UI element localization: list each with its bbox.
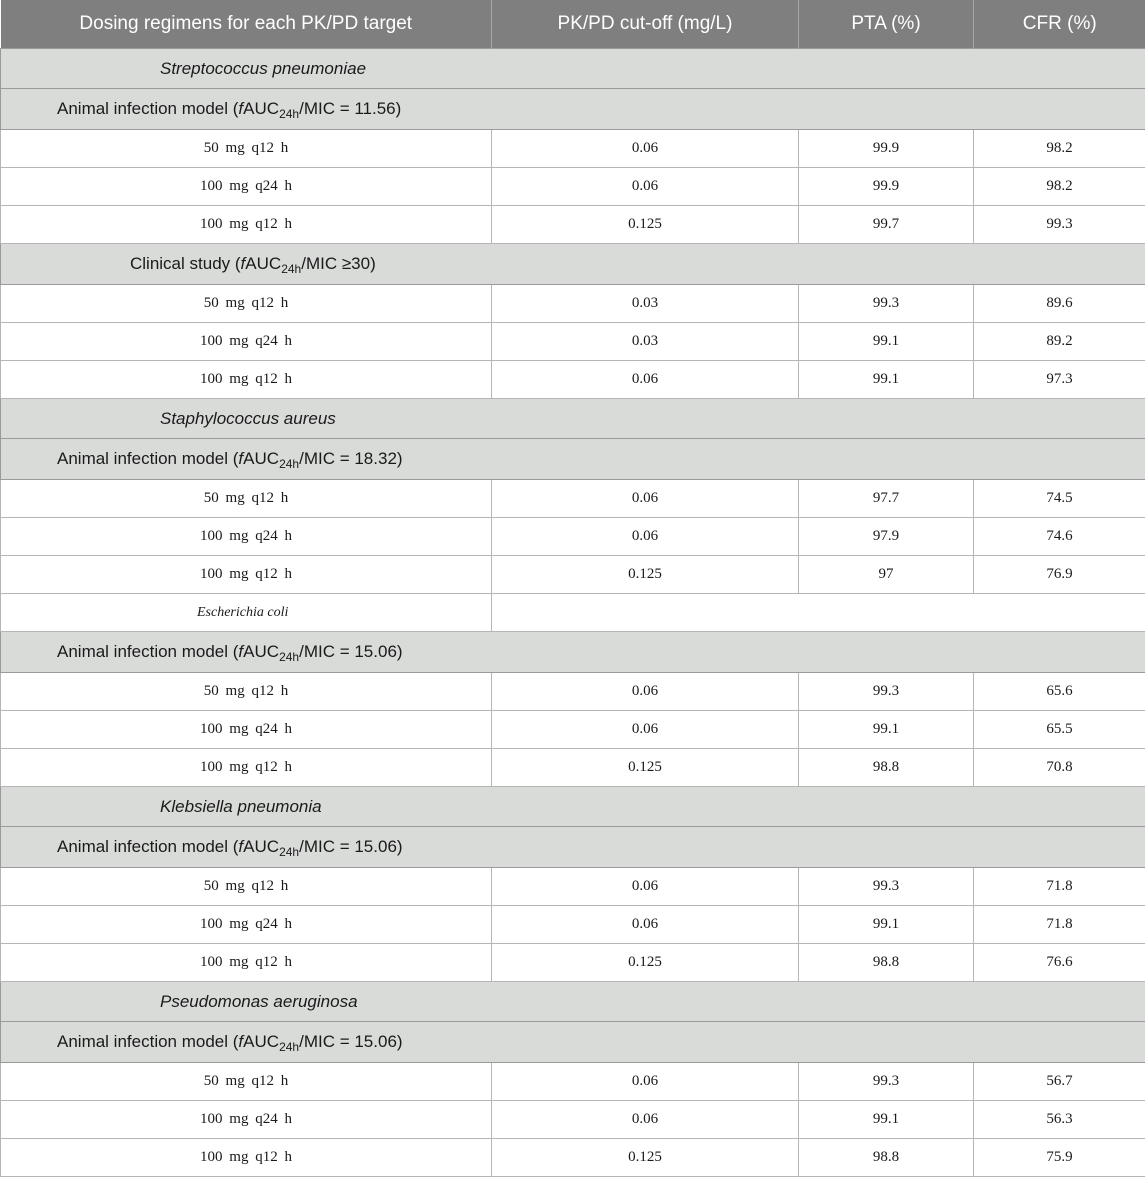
- table-row: [1, 944, 1145, 982]
- cfr-cell: 89.6: [974, 285, 1145, 323]
- table-row: [1, 673, 1145, 711]
- model-label: Animal infection model (fAUC$_{24h}$/MIC = 11.56): [1, 89, 1145, 130]
- cutoff-cell: 0.03: [492, 285, 799, 323]
- model-row: [1, 632, 1145, 673]
- pta-cell: 98.8: [799, 749, 974, 787]
- dosing-cell: 100 mg q12 h: [1, 749, 492, 787]
- dosing-cell: 50 mg q12 h: [1, 1063, 492, 1101]
- model-label: Animal infection model (fAUC$_{24h}$/MIC = 15.06): [1, 1022, 1145, 1063]
- table-row: [1, 168, 1145, 206]
- pta-cell: 98.8: [799, 944, 974, 982]
- cutoff-cell: 0.125: [492, 944, 799, 982]
- pta-cell: 99.3: [799, 868, 974, 906]
- table-row: [1, 906, 1145, 944]
- cutoff-cell: 0.125: [492, 556, 799, 594]
- pta-cell: 99.1: [799, 906, 974, 944]
- table-row: [1, 868, 1145, 906]
- cfr-cell: 75.9: [974, 1139, 1145, 1177]
- cutoff-cell: 0.06: [492, 906, 799, 944]
- dosing-cell: 100 mg q24 h: [1, 906, 492, 944]
- cfr-cell: 74.5: [974, 480, 1145, 518]
- cfr-cell: 65.5: [974, 711, 1145, 749]
- cutoff-cell: 0.06: [492, 361, 799, 399]
- table-row: [1, 361, 1145, 399]
- cutoff-cell: 0.06: [492, 868, 799, 906]
- table-row: [1, 480, 1145, 518]
- cfr-cell: 76.6: [974, 944, 1145, 982]
- empty-cell: [492, 594, 1145, 632]
- table-row: [1, 130, 1145, 168]
- dosing-cell: 100 mg q24 h: [1, 518, 492, 556]
- organism-label: Streptococcus pneumoniae: [1, 49, 1145, 89]
- dosing-cell: 100 mg q24 h: [1, 711, 492, 749]
- table-row: [1, 1063, 1145, 1101]
- model-label: Clinical study (fAUC$_{24h}$/MIC ≥30): [1, 244, 1145, 285]
- cfr-cell: 70.8: [974, 749, 1145, 787]
- table-row: [1, 1101, 1145, 1139]
- dosing-cell: 100 mg q24 h: [1, 1101, 492, 1139]
- table-row: [1, 1139, 1145, 1177]
- pta-cell: 99.3: [799, 1063, 974, 1101]
- pta-cell: 97: [799, 556, 974, 594]
- table-header: [1, 0, 1145, 49]
- table-body: [1, 49, 1145, 1177]
- model-label: Animal infection model (fAUC$_{24h}$/MIC = 15.06): [1, 827, 1145, 868]
- header-row: [1, 0, 1145, 49]
- model-label: Animal infection model (fAUC$_{24h}$/MIC = 18.32): [1, 439, 1145, 480]
- cfr-cell: 89.2: [974, 323, 1145, 361]
- organism-label: Klebsiella pneumonia: [1, 787, 1145, 827]
- cutoff-cell: 0.125: [492, 1139, 799, 1177]
- model-row: [1, 89, 1145, 130]
- model-row: [1, 827, 1145, 868]
- organism-label: Staphylococcus aureus: [1, 399, 1145, 439]
- header-pta: PTA (%): [799, 0, 974, 49]
- model-label: Animal infection model (fAUC$_{24h}$/MIC = 15.06): [1, 632, 1145, 673]
- table-row: [1, 206, 1145, 244]
- section-row: [1, 399, 1145, 439]
- pta-cell: 99.3: [799, 285, 974, 323]
- cutoff-cell: 0.06: [492, 1063, 799, 1101]
- dosing-cell: 50 mg q12 h: [1, 868, 492, 906]
- header-pkpd-cutoff: PK/PD cut-off (mg/L): [492, 0, 799, 49]
- cutoff-cell: 0.06: [492, 711, 799, 749]
- header-cfr: CFR (%): [974, 0, 1145, 49]
- table-row: [1, 749, 1145, 787]
- cutoff-cell: 0.06: [492, 673, 799, 711]
- cfr-cell: 76.9: [974, 556, 1145, 594]
- model-row: [1, 244, 1145, 285]
- cfr-cell: 71.8: [974, 868, 1145, 906]
- section-row: [1, 594, 1145, 632]
- cfr-cell: 71.8: [974, 906, 1145, 944]
- cutoff-cell: 0.125: [492, 749, 799, 787]
- cfr-cell: 98.2: [974, 168, 1145, 206]
- pta-cell: 97.9: [799, 518, 974, 556]
- pta-cell: 99.7: [799, 206, 974, 244]
- model-row: [1, 1022, 1145, 1063]
- cfr-cell: 65.6: [974, 673, 1145, 711]
- pta-cell: 99.9: [799, 130, 974, 168]
- pta-cell: 98.8: [799, 1139, 974, 1177]
- dosing-cell: 100 mg q24 h: [1, 168, 492, 206]
- pta-cell: 99.9: [799, 168, 974, 206]
- cutoff-cell: 0.06: [492, 480, 799, 518]
- section-row: [1, 787, 1145, 827]
- dosing-cell: 50 mg q12 h: [1, 130, 492, 168]
- cutoff-cell: 0.03: [492, 323, 799, 361]
- cfr-cell: 74.6: [974, 518, 1145, 556]
- cutoff-cell: 0.06: [492, 1101, 799, 1139]
- pta-cell: 97.7: [799, 480, 974, 518]
- table-row: [1, 518, 1145, 556]
- cutoff-cell: 0.06: [492, 168, 799, 206]
- cfr-cell: 98.2: [974, 130, 1145, 168]
- cfr-cell: 56.3: [974, 1101, 1145, 1139]
- dosing-cell: 100 mg q12 h: [1, 206, 492, 244]
- cfr-cell: 97.3: [974, 361, 1145, 399]
- organism-label: Pseudomonas aeruginosa: [1, 982, 1145, 1022]
- pta-cell: 99.1: [799, 323, 974, 361]
- pta-cell: 99.1: [799, 361, 974, 399]
- dosing-cell: 50 mg q12 h: [1, 285, 492, 323]
- section-row: [1, 982, 1145, 1022]
- table-row: [1, 711, 1145, 749]
- dosing-cell: 50 mg q12 h: [1, 480, 492, 518]
- header-dosing-regimens: Dosing regimens for each PK/PD target: [1, 0, 492, 49]
- dosing-cell: 50 mg q12 h: [1, 673, 492, 711]
- section-row: [1, 49, 1145, 89]
- dosing-cell: 100 mg q12 h: [1, 1139, 492, 1177]
- dosing-cell: 100 mg q12 h: [1, 556, 492, 594]
- pta-cell: 99.3: [799, 673, 974, 711]
- dosing-cell: 100 mg q12 h: [1, 361, 492, 399]
- cfr-cell: 99.3: [974, 206, 1145, 244]
- organism-label: Escherichia coli: [1, 594, 492, 632]
- pta-cell: 99.1: [799, 1101, 974, 1139]
- cutoff-cell: 0.125: [492, 206, 799, 244]
- cutoff-cell: 0.06: [492, 130, 799, 168]
- model-row: [1, 439, 1145, 480]
- table-row: [1, 285, 1145, 323]
- pta-cell: 99.1: [799, 711, 974, 749]
- table-row: [1, 556, 1145, 594]
- dosing-cell: 100 mg q24 h: [1, 323, 492, 361]
- cutoff-cell: 0.06: [492, 518, 799, 556]
- cfr-cell: 56.7: [974, 1063, 1145, 1101]
- dosing-cell: 100 mg q12 h: [1, 944, 492, 982]
- table-row: [1, 323, 1145, 361]
